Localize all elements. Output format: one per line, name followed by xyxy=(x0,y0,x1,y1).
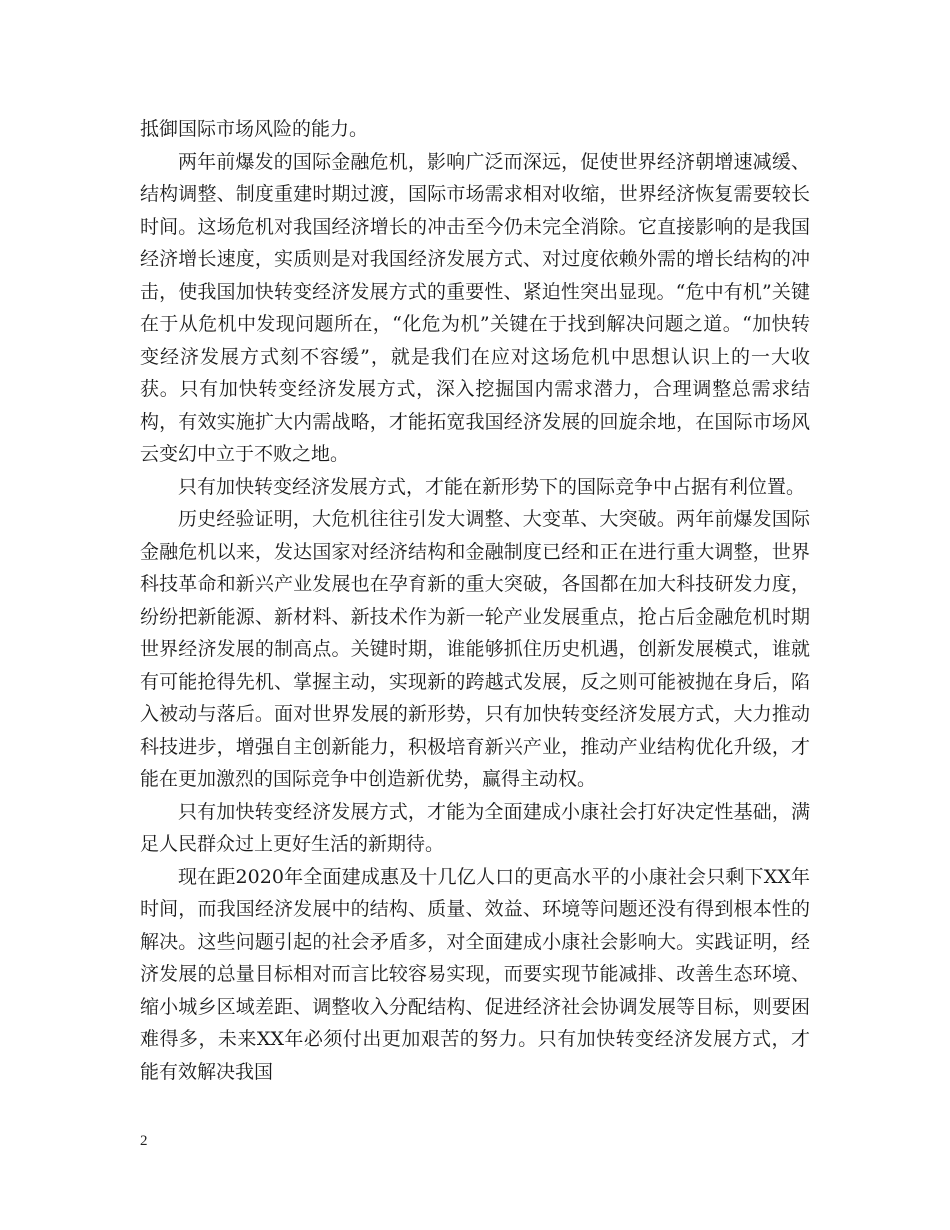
paragraph-continued: 抵御国际市场风险的能力。 xyxy=(140,118,369,140)
paragraph: 两年前爆发的国际金融危机，影响广泛而深远，促使世界经济朝增速减缓、结构调整、制度重建时期过渡，国际市场需求相对收缩，世界经济恢复需要较长时间。这场危机对我国经济增长的冲击至今仍未完全消除。它直接影响的是我国经济增长速度，实质则是对我国经济发展方式、对过度依赖外需的增长结构的冲击，使我国加快转变经济发展方式的重要性、紧迫性突出显现。“危中有机”关键在于从危机中发现问题所在，“化危为机”关键在于找到解决问题之道。“加快转变经济发展方式刻不容缓”，就是我们在应对这场危机中思想认识上的一大收获。只有加快转变经济发展方式，深入挖掘国内需求潜力，合理调整总需求结构，有效实施扩大内需战略，才能拓宽我国经济发展的回旋余地，在国际市场风云变幻中立于不败之地。 xyxy=(140,150,810,465)
paragraph: 只有加快转变经济发展方式，才能为全面建成小康社会打好决定性基础，满足人民群众过上更好生活的新期待。 xyxy=(140,800,810,855)
document-body xyxy=(140,113,810,1088)
page-number: 2 xyxy=(140,1133,148,1149)
paragraph: 历史经验证明，大危机往往引发大调整、大变革、大突破。两年前爆发国际金融危机以来，发达国家对经济结构和金融制度已经和正在进行重大调整，世界科技革命和新兴产业发展也在孕育新的重大突破，各国都在加大科技研发力度，纷纷把新能源、新材料、新技术作为新一轮产业发展重点，抢占后金融危机时期世界经济发展的制高点。关键时期，谁能够抓住历史机遇，创新发展模式，谁就有可能抢得先机、掌握主动，实现新的跨越式发展，反之则可能被抛在身后，陷入被动与落后。面对世界发展的新形势，只有加快转变经济发展方式，大力推动科技进步，增强自主创新能力，积极培育新兴产业，推动产业结构优化升级，才能在更加激烈的国际竞争中创造新优势，赢得主动权。 xyxy=(140,508,810,790)
paragraph: 只有加快转变经济发展方式，才能在新形势下的国际竞争中占据有利位置。 xyxy=(178,475,806,498)
paragraph: 现在距2020年全面建成惠及十几亿人口的更高水平的小康社会只剩下XX年时间，而我国经济发展中的结构、质量、效益、环境等问题还没有得到根本性的解决。这些问题引起的社会矛盾多，对全面建成小康社会影响大。实践证明，经济发展的总量目标相对而言比较容易实现，而要实现节能减排、改善生态环境、缩小城乡区域差距、调整收入分配结构、促进经济社会协调发展等目标，则要困难得多，未来XX年必须付出更加艰苦的努力。只有加快转变经济发展方式，才能有效解决我国 xyxy=(140,865,810,1083)
